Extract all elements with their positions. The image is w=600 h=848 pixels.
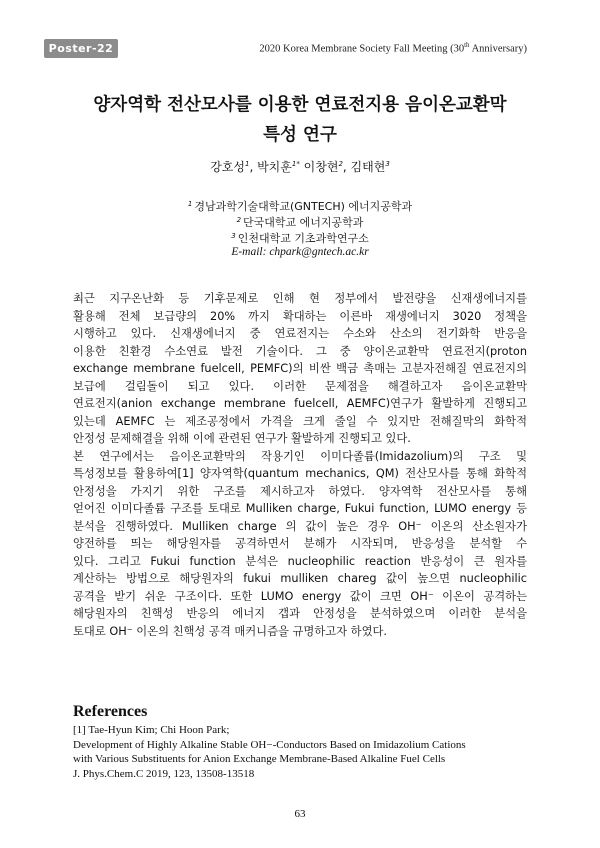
reference-line: J. Phys.Chem.C 2019, 123, 13508-13518	[73, 767, 255, 780]
abstract-line: 시행하고 있다. 신재생에너지 중 연료전지는 수소와 산소의 전기화학 반응을	[73, 327, 527, 340]
reference-line: [1] Tae-Hyun Kim; Chi Hoon Park;	[73, 724, 230, 736]
references-list	[73, 723, 533, 781]
paper-title-line-1: 양자역학 전산모사를 이용한 연료전지용 음이온교환막	[93, 95, 507, 115]
author-affiliation-mark: 3	[385, 160, 390, 168]
abstract-line: 얻어진 이미다졸륨 구조를 토대로 Mulliken charge, Fukui function, LUMO energy 등	[73, 502, 527, 515]
page-number: 63	[294, 808, 306, 820]
references-heading: References	[73, 703, 148, 720]
abstract-line: 활용해 전체 보급량의 20% 까지 확대하는 이른바 재생에너지 3020 정책을	[73, 309, 527, 323]
abstract-line: 안정성을 가지기 위한 구조를 제시하고자 하였다. 양자역학 전산모사를 통해	[73, 484, 527, 498]
affiliation-1: $^1$ 경남과학기술대학교(GNTECH) 에너지공학과	[187, 200, 413, 213]
abstract-line: 해당원자의 친핵성 반응의 에너지 갭과 안정성을 분석하였으며 이러한 분석을	[73, 607, 527, 620]
abstract-line: 있는데 AEMFC 는 제조공정에서 가격을 크게 줄일 수 있지만 전해질막의 화학적	[73, 414, 527, 428]
paper-title-line-2: 특성 연구	[263, 125, 337, 145]
author-affiliation-mark: 2	[338, 160, 343, 168]
author-affiliation-mark: 1	[244, 160, 250, 168]
abstract-line: 본 연구에서는 음이온교환막의 작용기인 이미다졸륨(Imidazolium)의 구조 및	[73, 449, 527, 463]
affiliation-2: $^2$ 단국대학교 에너지공학과	[236, 216, 364, 229]
abstract-line: 안정성 문제해결을 위해 이에 관련된 연구가 활발하게 진행되고 있다.	[73, 432, 411, 445]
abstract-line: 최근 지구온난화 등 기후문제로 인해 현 정부에서 발전량을 신재생에너지를	[73, 292, 527, 305]
abstract-body	[73, 290, 527, 640]
abstract-line: 이용한 친환경 수소연료 발전 기술이다. 그 중 양이온교환막 연료전지(proton	[73, 344, 527, 358]
author-name: 이창현	[303, 160, 339, 174]
author-name: 김태현	[350, 160, 386, 174]
abstract-line: 계산하는 방법으로 해당원자의 fukui mulliken chareg 값이 높으면 nucleophilic	[73, 572, 527, 585]
reference-line: Development of Highly Alkaline Stable OH−-Conductors Based on Imidazolium Cations	[73, 738, 466, 751]
abstract-line: exchange membrane fuelcell, PEMFC)의 비싼 백금 촉매는 고분자전해질 연료전지의	[73, 362, 527, 375]
conference-header: 2020 Korea Membrane Society Fall Meeting (30th Anniversary)	[259, 41, 527, 55]
contact-email: E-mail: chpark@gntech.ac.kr	[231, 246, 369, 258]
affiliation-3: $^3$ 인천대학교 기초과학연구소	[231, 232, 369, 245]
poster-badge: Poster-22	[44, 39, 118, 58]
abstract-line: 보급에 걸림돌이 되고 있다. 이러한 문제점을 해결하고자 음이온교환막	[73, 379, 527, 393]
abstract-line: 공격을 받기 쉬운 구조이다. 또한 LUMO energy 값이 크면 OH⁻ 이온이 공격하는	[73, 589, 527, 603]
author-list: 강호성$^1$, 박치훈$^{1*}$ 이창현$^2$, 김태현$^3$	[210, 160, 390, 174]
abstract-line: 연료전지(anion exchange membrane fuelcell, AEMFC)연구가 활발하게 진행되고	[73, 397, 527, 410]
abstract-line: 양전하를 띄는 해당원자를 공격하면서 분해가 시작되며, 반응성을 분석할 수	[73, 537, 527, 550]
author-name: 강호성	[210, 160, 245, 174]
reference-line: with Various Substituents for Anion Exchange Membrane-Based Alkaline Fuel Cells	[73, 753, 446, 765]
author-affiliation-mark: 1*	[291, 160, 300, 168]
abstract-line: 토대로 OH⁻ 이온의 친핵성 공격 매커니즘을 규명하고자 하였다.	[73, 624, 387, 638]
abstract-line: 특성정보를 활용하여[1] 양자역학(quantum mechanics, QM) 전산모사를 통해 화학적	[73, 467, 527, 480]
abstract-line: 있다. 그리고 Fukui function 분석은 nucleophilic reaction 반응성이 큰 원자를	[73, 554, 527, 568]
abstract-line: 분석을 진행하였다. Mulliken charge 의 값이 높은 경우 OH⁻ 이온의 산소원자가	[73, 519, 527, 533]
author-name: 박치훈	[257, 160, 292, 174]
